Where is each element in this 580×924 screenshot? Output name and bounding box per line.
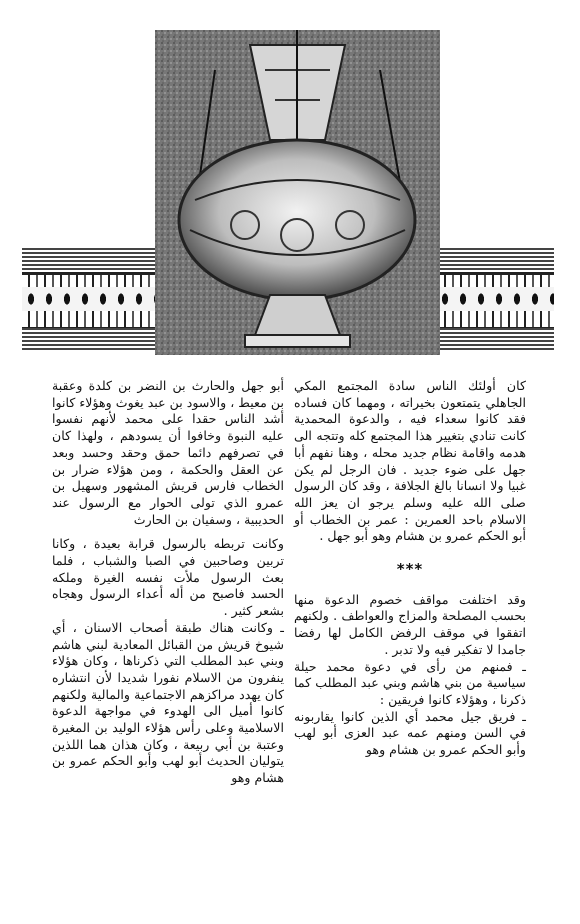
paragraph: ـ وكانت هناك طبقة أصحاب الاسنان ، أي شيوخ قريش من القبائل المعادية لبني هاشم وبني عبد المطلب التي ذكرناها ، وكان هؤلاء ينفرون من الاسلام نفورا شديدا لأن انتشاره كان يهدد مراكزهم الاجتماعية والمالية ولكنهم كانوا أميل الى الهدوء في مواجهة الدعوة الاسلامية وعلى رأس هؤلاء الوليد بن المغيرة وعتبة بن أبي ربيعة ، وكان هذان هما اللذين يتوليان الحديث أبو لهب وأبو الحكم عمرو بن هشام وهو — [52, 619, 284, 786]
paragraph: ـ فريق جيل محمد أي الذين كانوا يقاربونه في السن ومنهم عمه عبد العزى أبو لهب وأبو الحكم عمرو بن هشام وهو — [294, 708, 526, 758]
text-column-left — [52, 378, 284, 787]
paragraph: أبو جهل والحارث بن النضر بن كلدة وعقبة بن معيط ، والاسود بن عبد يغوث وهؤلاء كانوا أشد الناس حقدا على محمد لأنهم نفسوا عليه النبوة وخافوا أن يسودهم ، ولهذا كان في تصرفهم دائما حمق وحقد وحسد وبعد عن العقل والحكمة ، ومن هؤلاء ضرار بن الخطاب فارس قريش المشهور وسهيل بن عمرو الذي تولى الحوار مع الرسول عند الحديبية ، وسفيان بن الحارث — [52, 378, 284, 527]
mosque-lamp-photo — [155, 30, 440, 355]
lamp-illustration — [155, 30, 440, 355]
paragraph: ـ فمنهم من رأى في دعوة محمد حيلة سياسية من بني هاشم وبني عبد المطلب كما ذكرنا ، وهؤلاء كانوا فريقين : — [294, 658, 526, 707]
paragraph-gap — [52, 528, 284, 536]
text-column-right — [294, 378, 526, 759]
paragraph: وكانت تربطه بالرسول قرابة بعيدة ، وكانا تربين وصاحبين في الصبا والشباب ، فلما بعث الرسول ملأت نفسه الغيرة وملكه الحسد فاصبح من أله أعداء الرسول وهجاه بشعر كثير . — [52, 536, 284, 619]
paragraph: وقد اختلفت مواقف خصوم الدعوة منها بحسب المصلحة والمزاج والعواطف . ولكنهم اتفقوا في موقف الرفض الكامل لها رفضا جامدا لا تفكير فيه ولا تدبر . — [294, 591, 526, 657]
section-divider-stars: *** — [396, 560, 424, 579]
paragraph: كان أولئك الناس سادة المجتمع المكي الجاهلي يتمتعون بخيراته ، ومهما كان فساده فقد كانوا سعداء فيه ، والدعوة المحمدية كانت تنادي بتغيير هذا المجتمع كله وتتجه الى هدمه واقامة نظام جديد محله ، وهنا نفهم أبا جهل على ضوء جديد . فان الرجل لم يكن غبيا ولا انسانا بالغ الجلافة ، وقد كان الرسول صلى الله عليه وسلم يرجو ان يعز الله الاسلام باحد العمرين : عمر بن الخطاب أو أبو الحكم عمرو بن هشام وهو أبو جهل . — [294, 378, 526, 544]
